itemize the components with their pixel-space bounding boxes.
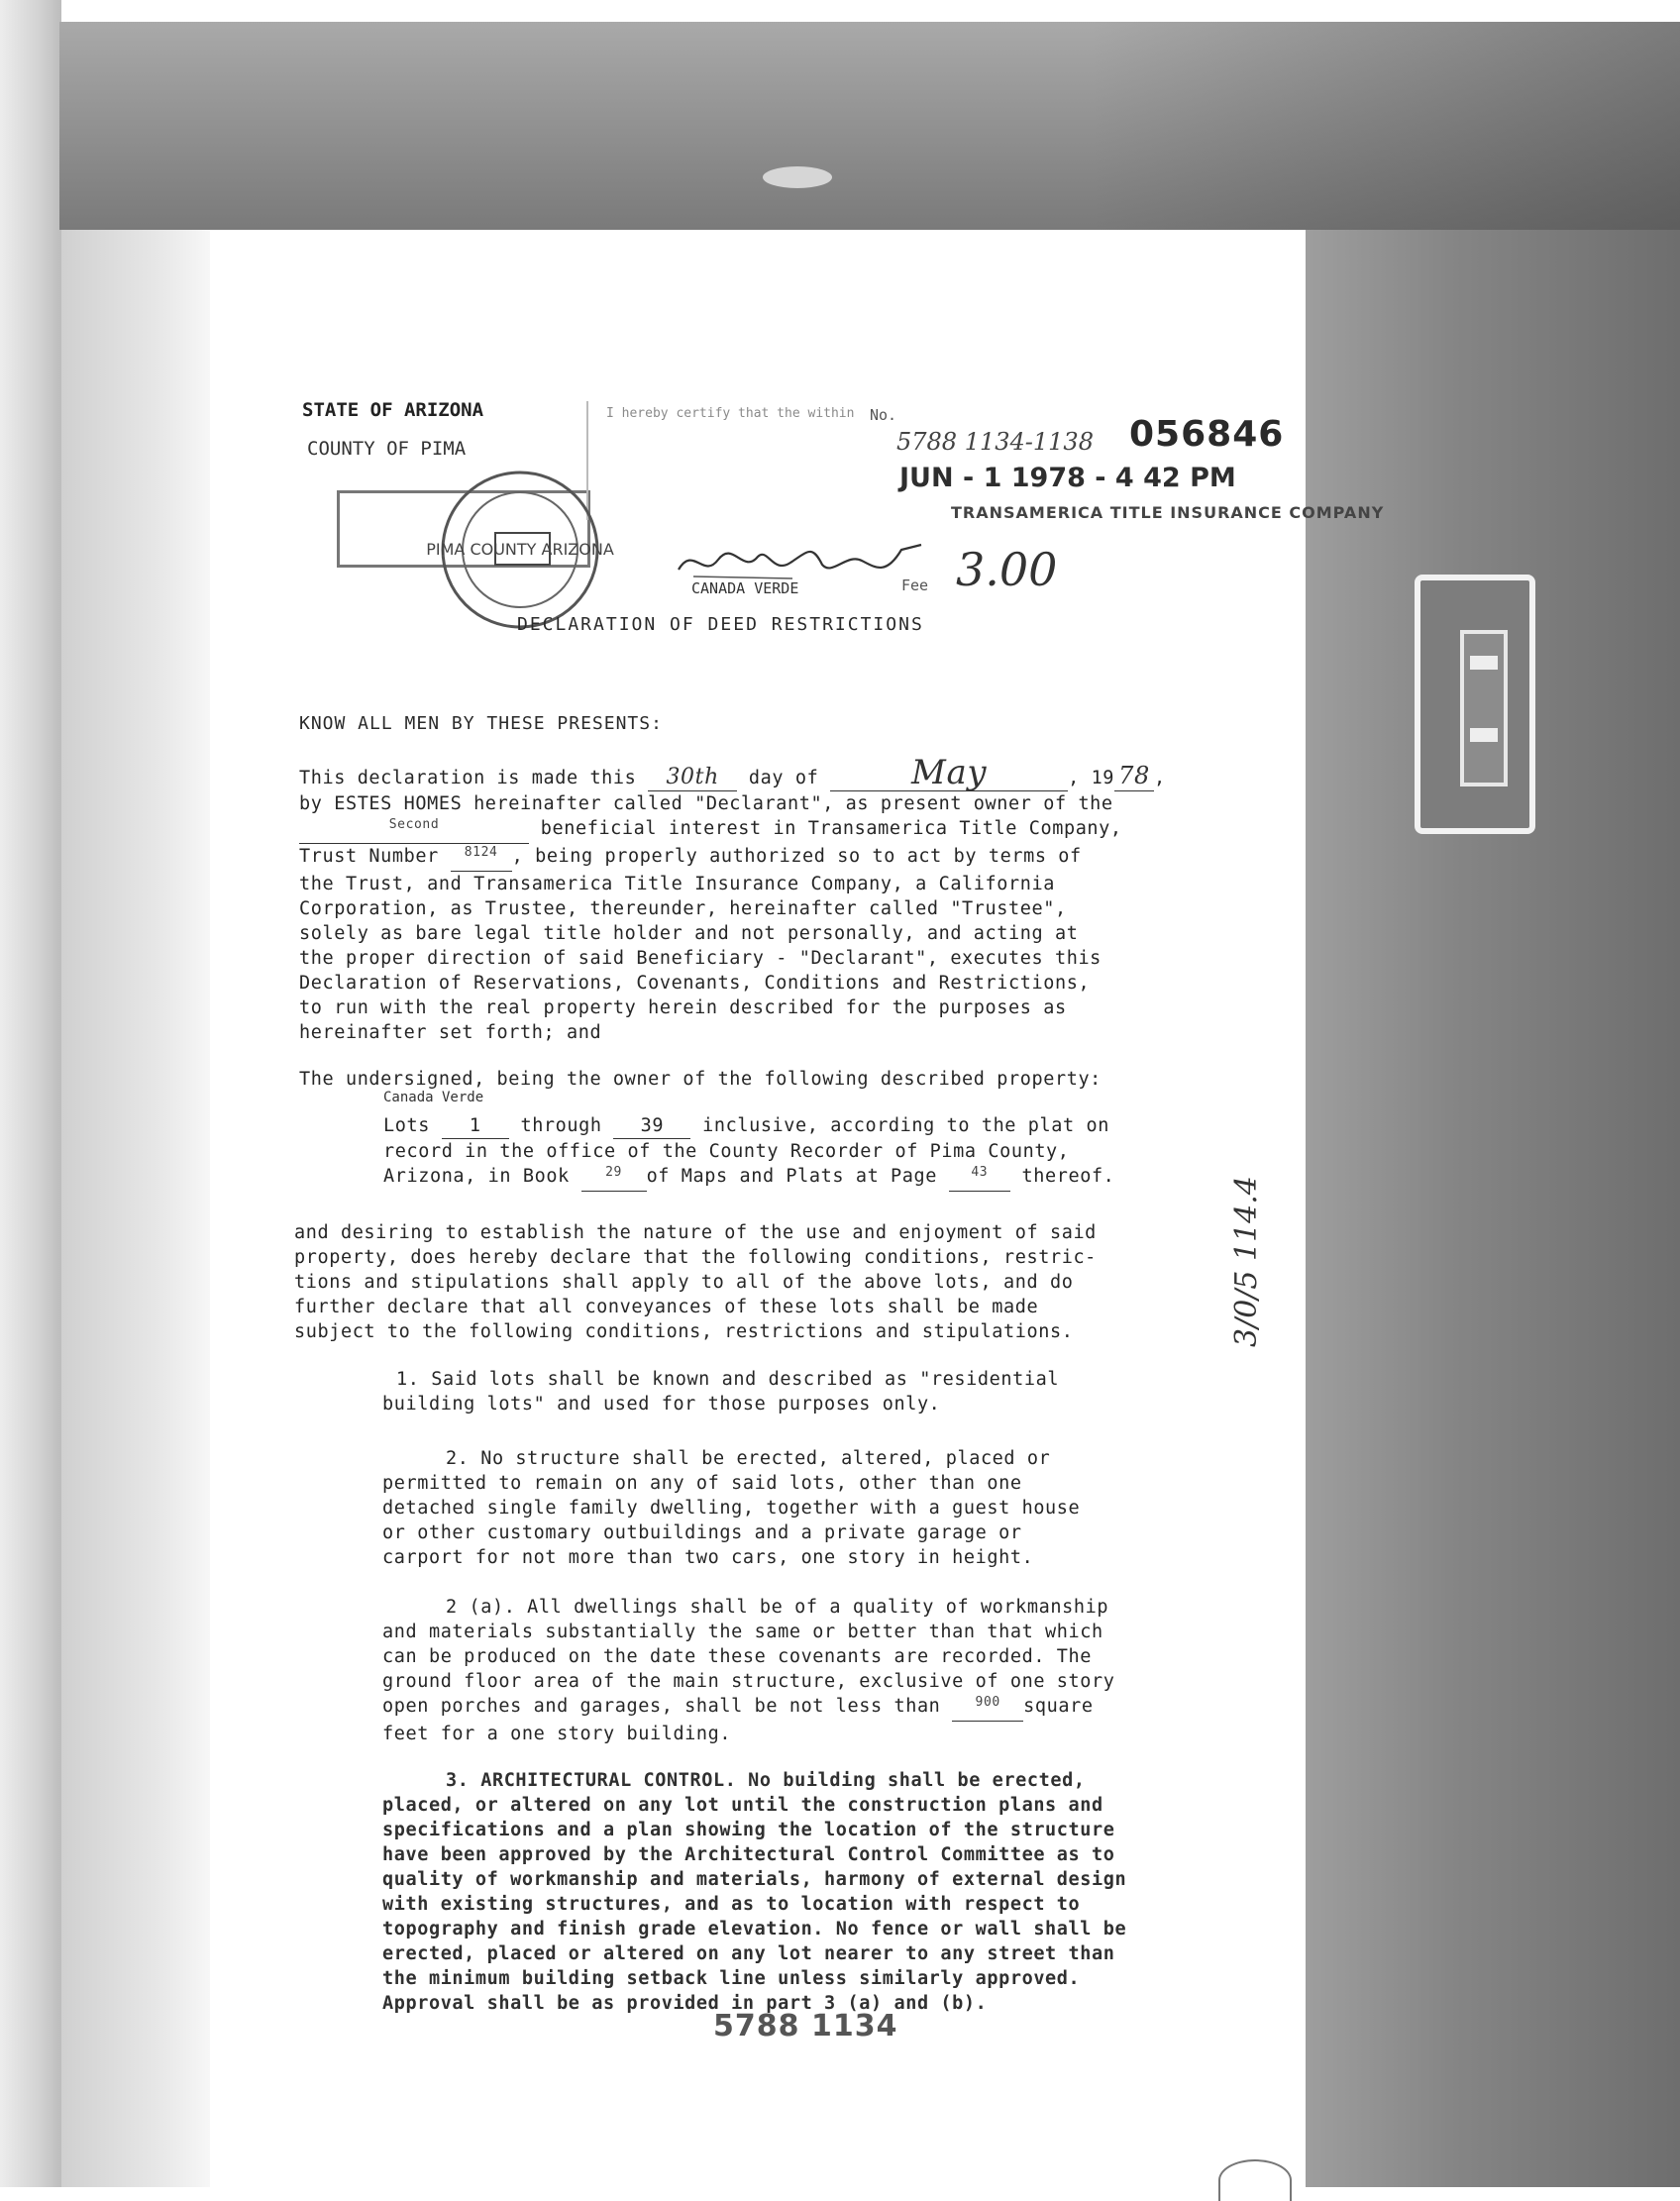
page-footer-number: 5788 1134 bbox=[713, 2009, 898, 2044]
margin-handwritten-note bbox=[1218, 1050, 1278, 1367]
recording-state: STATE OF ARIZONA bbox=[302, 399, 484, 421]
trust-number-field: 8124 bbox=[464, 845, 498, 860]
intro-paragraph: This declaration is made this 30th day of May , 19 78 , by ESTES HOMES hereinafter called "Declarant", as present owner of the $^{Second}$ beneficial interest in Transamerica Title Company, Trust Number $^{8124}$ , being properly authorized so to act by terms of the Trust, and Transamerica Title Insurance Company, a California Corporation, as Trustee, thereunder, hereinafter called "Trustee", solely as bare legal title holder and not personally, and acting at the proper direction of said Beneficiary - "Declarant", executes this Declaration of Reservations, Covenants, Conditions and Restrictions, to run with the real property herein described for the purposes as hereinafter set forth; and bbox=[299, 753, 1166, 1043]
recording-number: 056846 bbox=[1129, 414, 1285, 455]
number-label: No. bbox=[870, 406, 897, 424]
seal-text: PIMA COUNTY ARIZONA bbox=[426, 540, 614, 559]
restriction-2: 2. No structure shall be erected, altered, placed or permitted to remain on any of said lots, other than one detached single family dwelling, together with a guest house or other customary outbuildings and a private garage or carport for not more than two cars, one story in height. bbox=[382, 1448, 1081, 1568]
document-title: DECLARATION OF DEED RESTRICTIONS bbox=[517, 614, 924, 635]
recording-fee: 3.00 bbox=[956, 543, 1058, 596]
desire-paragraph: and desiring to establish the nature of the use and enjoyment of said property, does hereby declare that the following conditions, restric- tions and stipulations shall apply to all of the above lots, and do further declare that all conveyances of these lots shall be made subject to the following conditions, restrictions and stipulations. bbox=[294, 1222, 1097, 1342]
restriction-1: 1. Said lots shall be known and described as "residential building lots" and used for those purposes only. bbox=[382, 1369, 1060, 1415]
scan-border-left bbox=[0, 0, 61, 2187]
book-field: 29 bbox=[605, 1165, 622, 1180]
subdivision-name: CANADA VERDE bbox=[691, 579, 799, 597]
recording-book-ref: 5788 1134-1138 bbox=[896, 428, 1094, 456]
certify-text: I hereby certify that the within bbox=[606, 406, 855, 421]
scan-shadow bbox=[1090, 22, 1680, 230]
year-field: 78 bbox=[1118, 762, 1150, 789]
owner-statement: The undersigned, being the owner of the following described property: bbox=[299, 1069, 1102, 1090]
recording-date: JUN - 1 1978 - 4 42 PM bbox=[899, 463, 1236, 493]
recording-company: TRANSAMERICA TITLE INSURANCE COMPANY bbox=[951, 503, 1385, 522]
scan-smudge bbox=[763, 166, 832, 188]
floor-area-field: 900 bbox=[975, 1695, 1000, 1710]
scan-sheet-edge bbox=[61, 230, 210, 2187]
restriction-2a: 2 (a). All dwellings shall be of a quality of workmanship and materials substantially the same or better than that which can be produced on the date these covenants are recorded. The ground floor area of the main structure, exclusive of one story open porches and garages, shall be not less than $^{900}$ square feet for a one story building. bbox=[382, 1597, 1115, 1744]
recording-county: COUNTY OF PIMA bbox=[307, 438, 467, 460]
document-heading: KNOW ALL MEN BY THESE PRESENTS: bbox=[299, 713, 663, 734]
lots-paragraph: Lots 1 through 39 inclusive, according to the plat on record in the office of the County Recorder of Pima County, Arizona, in Book $^{29}$ of Maps and Plats at Page $^{43}$ thereof. bbox=[383, 1113, 1275, 1192]
interest-field: Second bbox=[388, 817, 440, 832]
lot-from-field: 1 bbox=[442, 1113, 509, 1139]
corner-mark bbox=[1218, 2159, 1292, 2201]
restriction-3-architectural-control: 3. ARCHITECTURAL CONTROL. No building shall be erected, placed, or altered on any lot until the construction plans and specifications and a plan showing the location of the structure have been approved by the Architectural Control Committee as to quality of workmanship and materials, harmony of external design with existing structures, and as to location with respect to topography and finish grade elevation. No fence or wall shall be erected, placed or altered on any lot nearer to any street than the minimum building setback line unless similarly approved. Approval shall be as provided in part 3 (a) and (b). bbox=[382, 1770, 1127, 2014]
recorder-signature bbox=[674, 535, 931, 584]
fee-label: Fee bbox=[901, 576, 929, 594]
lots-subdivision: Canada Verde bbox=[383, 1090, 484, 1105]
county-seal bbox=[426, 466, 614, 634]
day-field: 30th bbox=[666, 765, 719, 789]
lot-to-field: 39 bbox=[613, 1113, 690, 1139]
scan-border-right bbox=[1306, 230, 1680, 2187]
binder-clip-mark bbox=[1415, 575, 1535, 834]
page-field: 43 bbox=[971, 1165, 989, 1180]
svg-text:3/0/5 114.4: 3/0/5 114.4 bbox=[1229, 1176, 1264, 1347]
month-field: May bbox=[911, 753, 988, 792]
